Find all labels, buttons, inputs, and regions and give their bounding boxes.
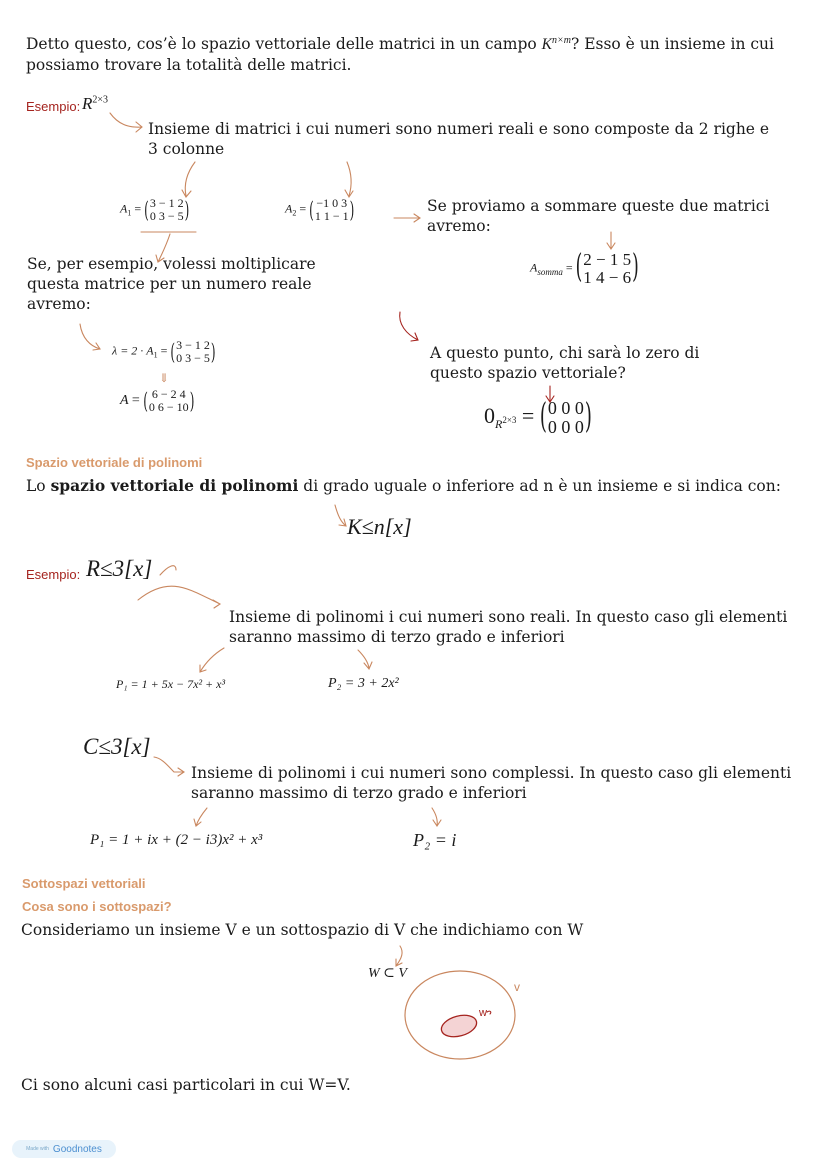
real-polynomial-note: Insieme di polinomi i cui numeri sono reali. In questo caso gli elementi saranno massimo di terzo grado e inferiori bbox=[229, 608, 788, 646]
real-polynomial-set: R≤3[x] bbox=[86, 556, 153, 581]
zero-matrix: $0_{R^{2\times 3}}$ = ( 0 0 0 0 0 0 ) bbox=[484, 396, 592, 437]
sum-note: Se proviamo a sommare queste due matrici avremo: bbox=[427, 197, 770, 235]
matrix-set-note: Insieme di matrici i cui numeri sono numeri reali e sono composte da 2 righe e 3 colonne bbox=[148, 120, 770, 158]
subspaces-heading: Sottospazi vettoriali bbox=[22, 876, 146, 891]
v-label: v bbox=[514, 980, 520, 994]
matrix-set-symbol: $R^{2\times 3}$ bbox=[82, 94, 109, 113]
subset-relation: W ⊂ V bbox=[368, 966, 407, 981]
arrow-a2-to-sum bbox=[394, 214, 420, 222]
goodnotes-badge: Made with Goodnotes bbox=[12, 1140, 116, 1158]
matrix-result: A = ( 6 − 2 4 0 6 − 10 ) bbox=[120, 387, 195, 414]
arrow-to-real-p2 bbox=[358, 650, 372, 669]
matrix-a2: $A_2$ = ( −1 0 3 1 1 − 1 ) bbox=[285, 196, 355, 223]
arrow-to-zero-note bbox=[400, 312, 418, 341]
complex-polynomial-p1: P₁ = 1 + ix + (2 − i3)x² + x³ bbox=[90, 832, 263, 848]
arrow-to-real-note bbox=[138, 566, 220, 608]
arrow-to-relation bbox=[396, 946, 402, 966]
polynomials-heading: Spazio vettoriale di polinomi bbox=[26, 455, 203, 470]
complex-polynomial-set: C≤3[x] bbox=[83, 734, 151, 759]
w-label-tick bbox=[487, 1011, 491, 1014]
arrow-to-complex-p1 bbox=[194, 808, 207, 826]
arrow-to-sum-matrix bbox=[607, 232, 615, 249]
w-label: w bbox=[479, 1007, 487, 1019]
real-polynomial-p2: P₂ = 3 + 2x² bbox=[328, 676, 399, 691]
polynomial-space-notation: K≤n[x] bbox=[347, 514, 412, 539]
arrow-to-complex-p2 bbox=[432, 808, 441, 826]
matrix-sum: $A_{somma}$ = ( 2 − 1 5 1 4 − 6 ) bbox=[530, 248, 639, 287]
multiply-note: Se, per esempio, volessi moltiplicare questa matrice per un numero reale avremo: bbox=[27, 255, 316, 313]
arrow-to-real-p1 bbox=[200, 648, 224, 672]
arrow-to-complex-note bbox=[154, 757, 184, 776]
real-polynomial-p1: P₁ = 1 + 5x − 7x² + x³ bbox=[116, 677, 226, 691]
arrow-to-notation bbox=[335, 505, 346, 526]
example-label-matrices: Esempio: bbox=[26, 99, 81, 114]
subspaces-text: Consideriamo un insieme V e un sottospazio di V che indichiamo con W bbox=[21, 921, 584, 939]
arrow-to-matrix-note bbox=[110, 113, 142, 132]
arrow-a1-to-multiply bbox=[141, 232, 196, 262]
zero-note: A questo punto, chi sarà lo zero di questo spazio vettoriale? bbox=[430, 344, 700, 382]
intro-paragraph: Detto questo, cos’è lo spazio vettoriale delle matrici in un campo $K^{n\times m}$? Esso è un insieme in cui possiamo trovare la totalità delle matrici. bbox=[26, 35, 774, 75]
subspaces-subheading: Cosa sono i sottospazi? bbox=[22, 899, 172, 914]
arrow-to-lambda bbox=[80, 324, 100, 350]
arrow-to-zero-matrix bbox=[546, 386, 554, 402]
arrow-to-a2 bbox=[345, 162, 353, 197]
complex-polynomial-p2: P₂ = i bbox=[413, 830, 457, 850]
example-label-polynomials: Esempio: bbox=[26, 567, 81, 582]
arrow-to-a1 bbox=[182, 162, 195, 197]
closing-note: Ci sono alcuni casi particolari in cui W=V. bbox=[21, 1076, 351, 1094]
polynomials-definition: Lo spazio vettoriale di polinomi di grado uguale o inferiore ad n è un insieme e si indica con: bbox=[26, 476, 781, 495]
complex-polynomial-note: Insieme di polinomi i cui numeri sono complessi. In questo caso gli elementi saranno massimo di terzo grado e inferiori bbox=[191, 764, 792, 802]
matrix-a1: $A_1$ = ( 3 − 1 2 0 3 − 5 ) bbox=[120, 196, 190, 223]
implies-down-arrow: ⇓ bbox=[159, 371, 170, 385]
lambda-product: $\lambda = 2 \cdot A_1$ = ( 3 − 1 2 0 3 − 5 ) bbox=[112, 338, 216, 365]
